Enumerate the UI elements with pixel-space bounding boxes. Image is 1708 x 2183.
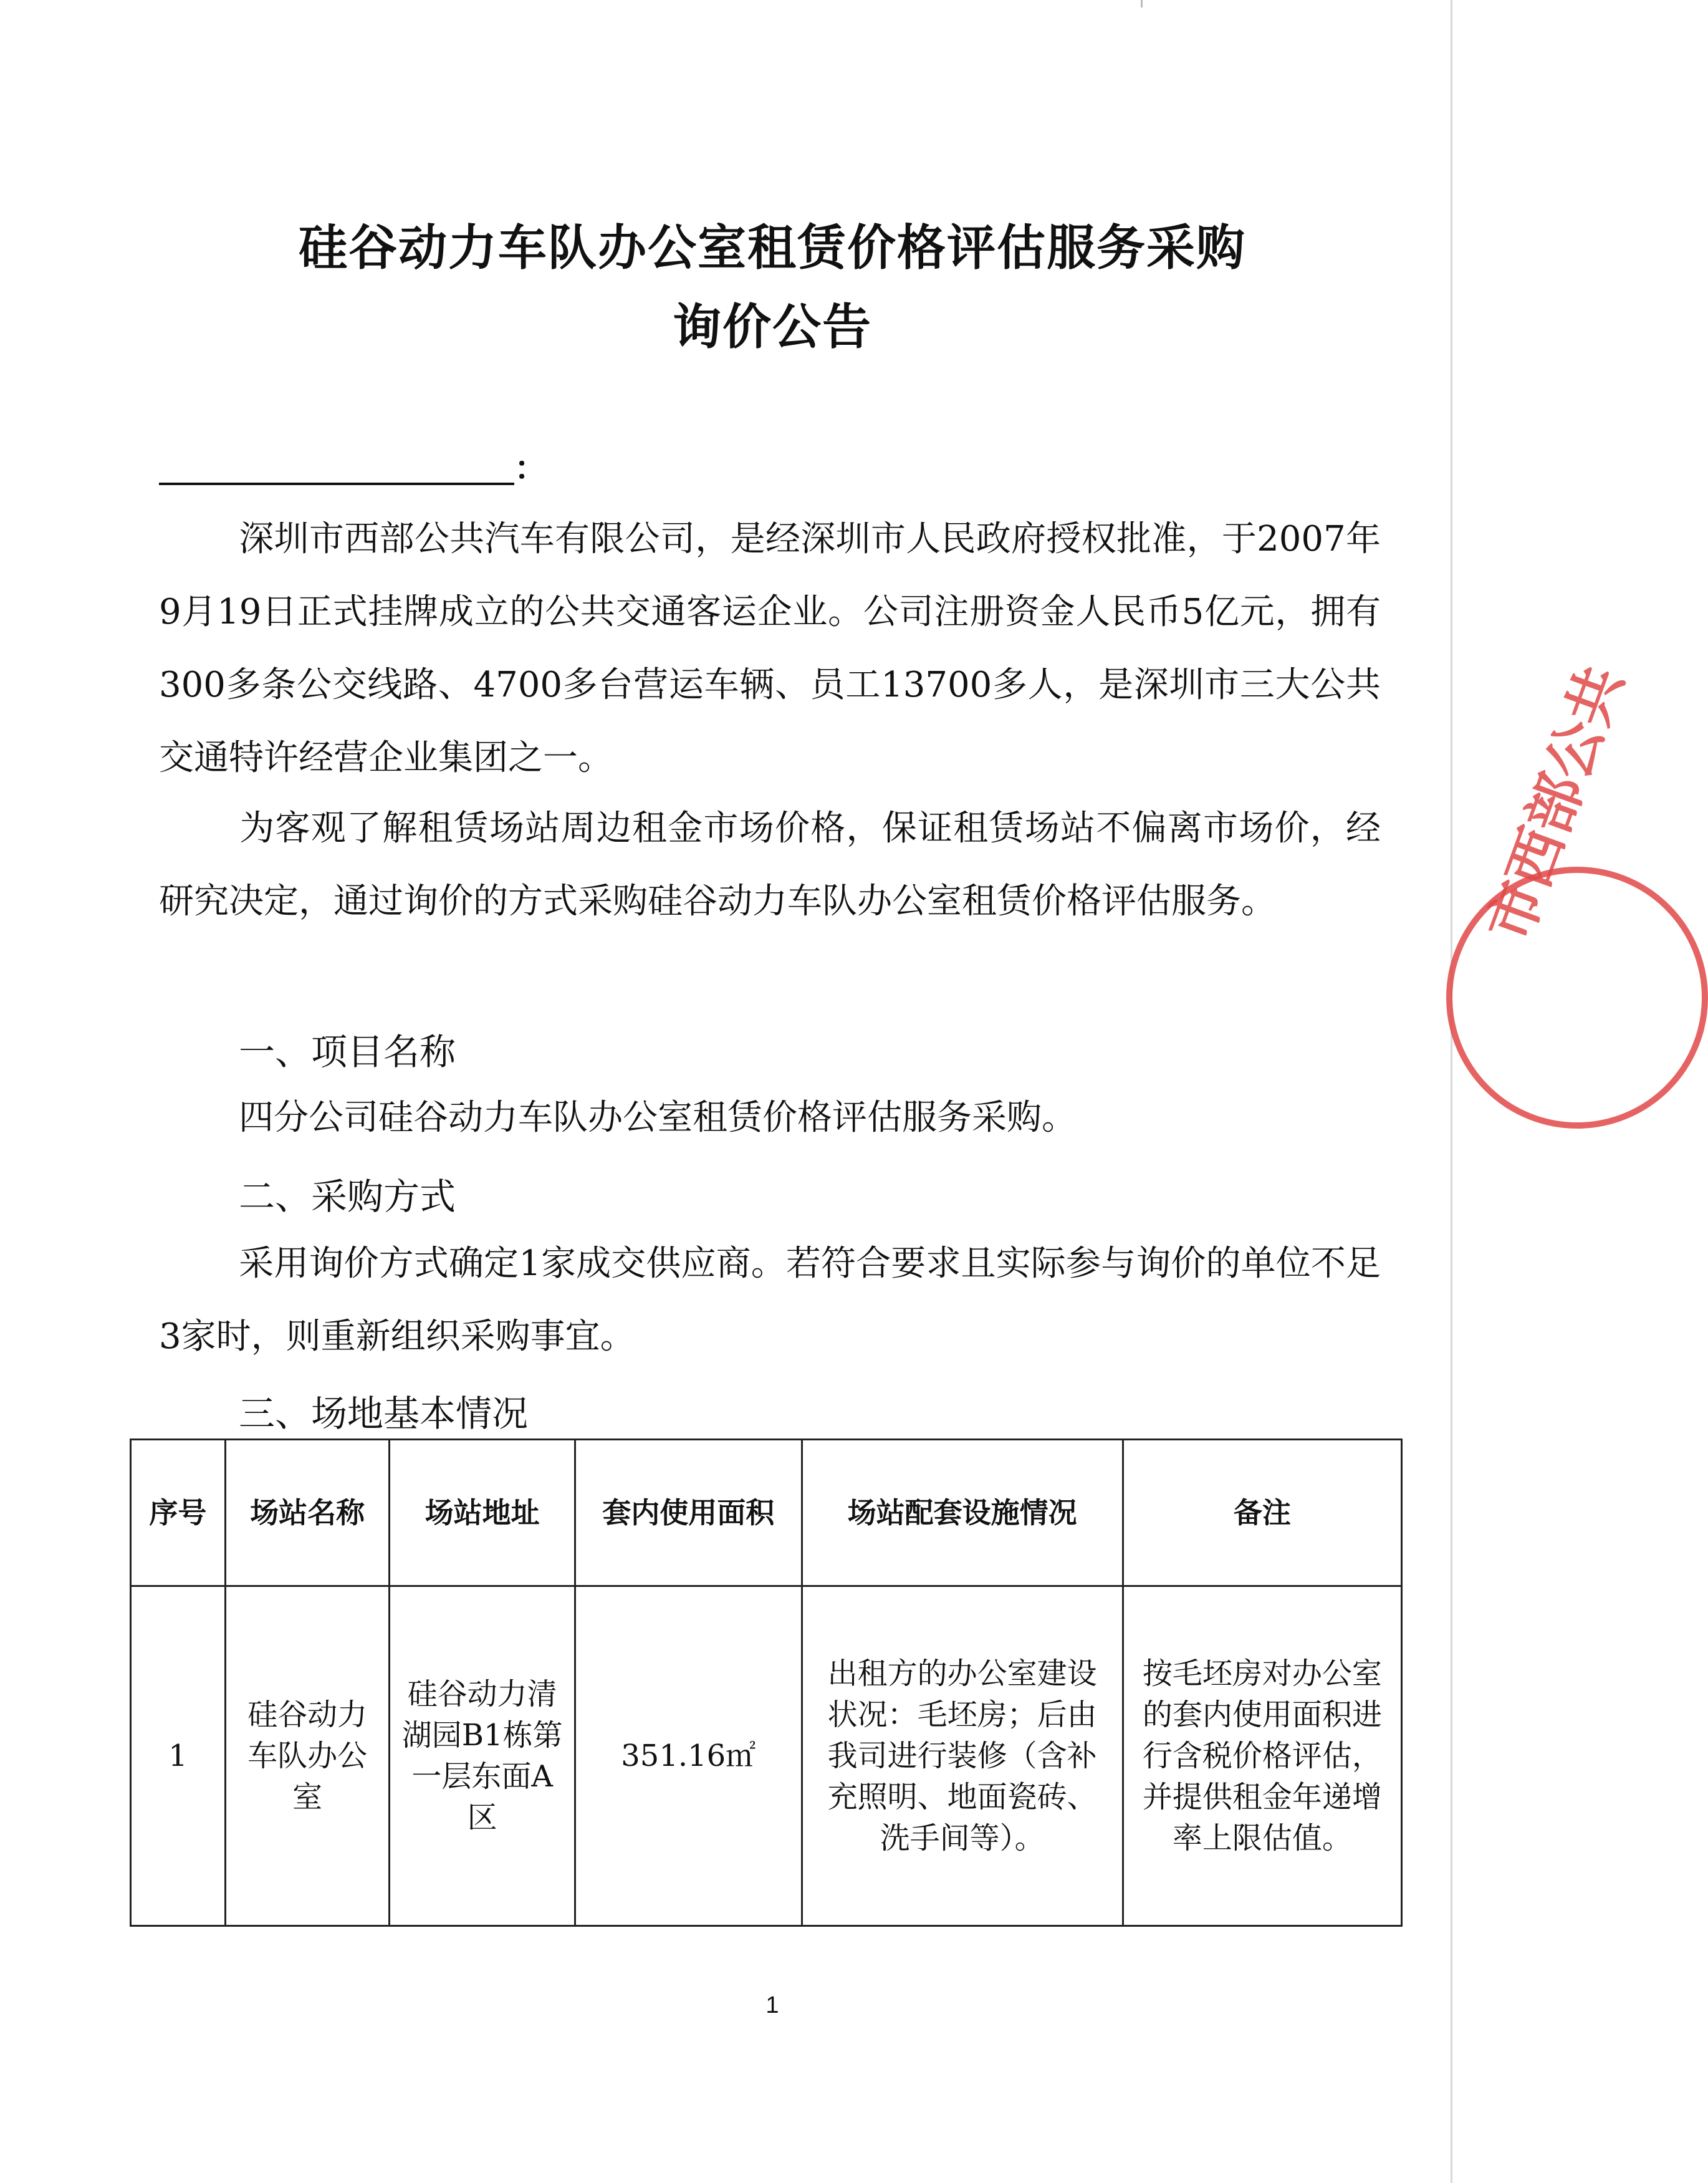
purpose-paragraph xyxy=(159,792,1381,938)
table-cell: 硅谷动力车队办公室 xyxy=(225,1586,390,1926)
addressee-blank xyxy=(159,450,547,488)
project-name-paragraph xyxy=(159,1081,1381,1154)
table-header: 场站配套设施情况 xyxy=(802,1440,1123,1586)
site-table xyxy=(130,1438,1403,1927)
document-title: 硅谷动力车队办公室租赁价格评估服务采购 xyxy=(298,220,1246,276)
table-cell: 1 xyxy=(131,1586,226,1926)
purpose-text: 为客观了解租赁场站周边租金市场价格，保证租赁场站不偏离市场价，经研究决定，通过询价的方式采购硅谷动力车队办公室租赁价格评估服务。 xyxy=(159,808,1381,922)
table-cell: 硅谷动力清湖园B1栋第一层东面A区 xyxy=(390,1586,575,1926)
section-heading-project-name: 一、项目名称 xyxy=(239,1031,456,1073)
method-text: 采用询价方式确定1家成交供应商。若符合要求且实际参与询价的单位不足3家时，则重新组织采购事宜。 xyxy=(159,1243,1381,1357)
project-name-text: 四分公司硅谷动力车队办公室租赁价格评估服务采购。 xyxy=(239,1097,1077,1138)
section-heading-method: 二、采购方式 xyxy=(239,1175,456,1218)
section-heading-site: 三、场地基本情况 xyxy=(239,1392,529,1435)
page-number: 1 xyxy=(765,1992,779,2018)
table-cell: 351.16㎡ xyxy=(575,1586,802,1926)
table-cell: 按毛坯房对办公室的套内使用面积进行含税价格评估，并提供租金年递增率上限估值。 xyxy=(1123,1586,1401,1926)
table-header-row xyxy=(131,1440,1402,1586)
table-cell: 出租方的办公室建设状况：毛坯房；后由我司进行装修（含补充照明、地面瓷砖、洗手间等）。 xyxy=(802,1586,1123,1926)
table-header: 序号 xyxy=(131,1440,226,1586)
table-row xyxy=(131,1586,1402,1926)
scan-mark xyxy=(1141,0,1143,7)
table-header: 备注 xyxy=(1123,1440,1401,1586)
addressee-colon: ： xyxy=(514,450,547,488)
addressee-underline xyxy=(159,450,514,485)
table-header: 场站地址 xyxy=(390,1440,575,1586)
table-header: 场站名称 xyxy=(225,1440,390,1586)
intro-paragraph xyxy=(159,503,1381,794)
company-seal-text: 市西部公共 xyxy=(1475,657,1636,950)
intro-text: 深圳市西部公共汽车有限公司，是经深圳市人民政府授权批准，于2007年9月19日正式挂牌成立的公共交通客运企业。公司注册资金人民币5亿元，拥有300多条公交线路、4700多台营运车辆、员工13700多人，是深圳市三大公共交通特许经营企业集团之一。 xyxy=(159,519,1381,778)
document-subtitle: 询价公告 xyxy=(672,299,872,355)
method-paragraph xyxy=(159,1227,1381,1373)
table-header: 套内使用面积 xyxy=(575,1440,802,1586)
